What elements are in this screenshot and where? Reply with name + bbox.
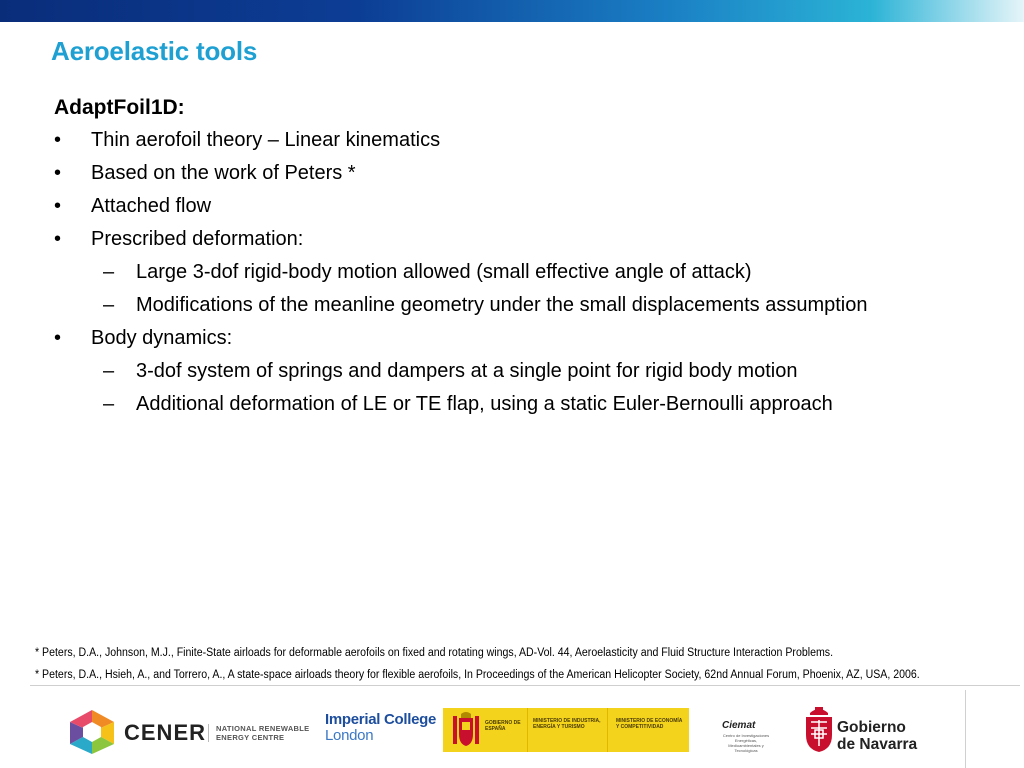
dash-mark: – <box>103 294 115 316</box>
navarra-shield-icon <box>804 707 834 753</box>
footer-divider <box>30 685 1020 686</box>
sub-bullet-item <box>54 359 1014 392</box>
references <box>35 642 997 686</box>
bullet-item <box>54 194 1014 227</box>
imperial-college-logo: Imperial College London <box>325 711 437 744</box>
sub-bullet-text: Additional deformation of LE or TE flap, using a static Euler-Bernoulli approach <box>136 393 833 415</box>
logo-separator <box>208 724 209 742</box>
slide-body <box>54 96 1014 425</box>
bullet-text: Thin aerofoil theory – Linear kinematics <box>91 129 441 151</box>
dash-mark: – <box>103 393 115 415</box>
bullet-item <box>54 326 1014 359</box>
gobierno-espana-logo <box>443 708 689 752</box>
bullet-item <box>54 227 1014 260</box>
bullet-mark: • <box>54 327 62 349</box>
cener-wordmark: CENER <box>124 720 207 745</box>
nrec-wordmark: NATIONAL RENEWABLE ENERGY CENTRE <box>216 724 310 742</box>
bullet-item <box>54 128 1014 161</box>
bullet-mark: • <box>54 129 62 151</box>
gobierno-navarra-wordmark: Gobierno de Navarra <box>837 719 918 753</box>
bullet-text: Attached flow <box>91 195 212 217</box>
sub-bullet-text: Modifications of the meanline geometry under the small displacements assumption <box>136 294 868 316</box>
bullet-item <box>54 161 1014 194</box>
sub-bullet-text: Large 3-dof rigid-body motion allowed (small effective angle of attack) <box>136 261 752 283</box>
sub-bullet-item <box>54 392 1014 425</box>
header-gradient-bar <box>0 0 1024 22</box>
sub-bullet-text: 3-dof system of springs and dampers at a single point for rigid body motion <box>136 360 798 382</box>
section-heading: AdaptFoil1D: <box>54 96 185 119</box>
cener-logo-icon <box>66 708 118 756</box>
bullet-mark: • <box>54 195 62 217</box>
sub-bullet-item <box>54 293 1014 326</box>
bullet-text: Body dynamics: <box>91 327 233 349</box>
reference-2: * Peters, D.A., Hsieh, A., and Torrero, A., A state-space airloads theory for flexible aerofoils, In Proceedings of the American Helicopter Society, 62nd Annual Forum, Phoenix, AZ, USA, 2006. <box>35 669 920 681</box>
gob-esp-text-1: GOBIERNO DE ESPAÑA <box>485 720 521 732</box>
ciemat-wordmark: Ciemat <box>722 720 756 731</box>
spain-coat-of-arms-icon <box>449 710 483 750</box>
ciemat-subtitle: Centro de Investigaciones Energéticas, Medioambientales y Tecnológicas <box>722 733 770 753</box>
slide-title: Aeroelastic tools <box>51 36 258 66</box>
dash-mark: – <box>103 360 115 382</box>
ministry-cell-2: MINISTERIO DE ECONOMÍA Y COMPETITIVIDAD <box>607 708 690 752</box>
bullet-mark: • <box>54 162 62 184</box>
bullet-mark: • <box>54 228 62 250</box>
bullet-text: Based on the work of Peters * <box>91 162 356 184</box>
partner-logos <box>0 700 1024 760</box>
ministry-cell-1: MINISTERIO DE INDUSTRIA, ENERGÍA Y TURISMO <box>527 708 608 752</box>
dash-mark: – <box>103 261 115 283</box>
reference-1: * Peters, D.A., Johnson, M.J., Finite-State airloads for deformable aerofoils on fixed and rotating wings, AD-Vol. 44, Aeroelasticity and Fluid Structure Interaction Problems. <box>35 647 834 659</box>
bullet-text: Prescribed deformation: <box>91 228 304 250</box>
sub-bullet-item <box>54 260 1014 293</box>
